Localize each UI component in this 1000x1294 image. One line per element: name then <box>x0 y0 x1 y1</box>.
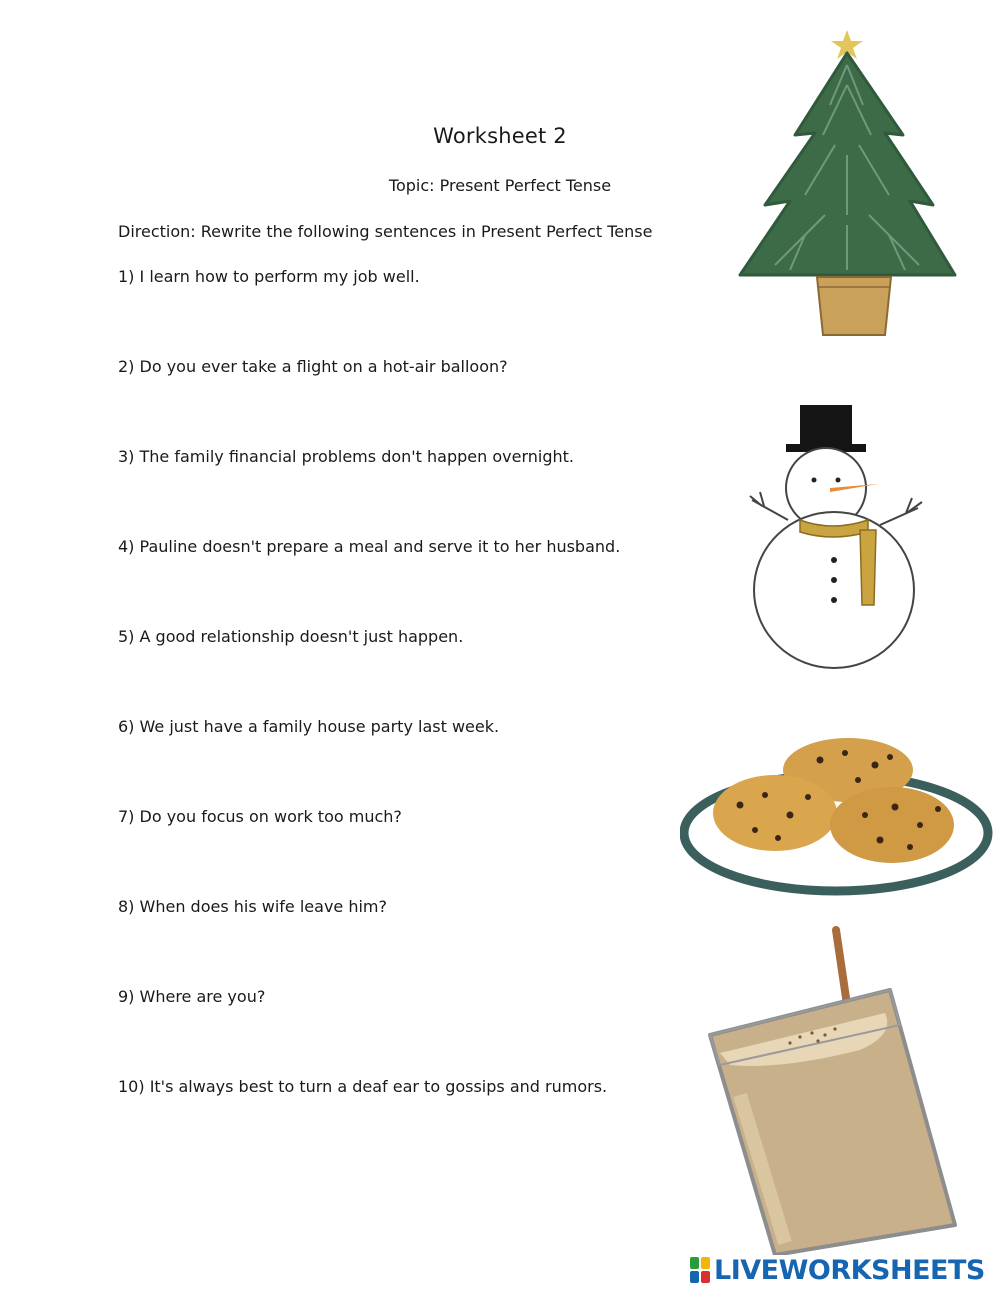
question-7: 7) Do you focus on work too much? <box>118 807 402 826</box>
worksheet-direction: Direction: Rewrite the following sentences in Present Perfect Tense <box>118 222 653 241</box>
question-5: 5) A good relationship doesn't just happen. <box>118 627 464 646</box>
worksheet-title: Worksheet 2 <box>433 124 567 148</box>
answer-input-3[interactable] <box>118 480 662 512</box>
liveworksheets-badge-icon <box>690 1257 710 1283</box>
question-1: 1) I learn how to perform my job well. <box>118 267 420 286</box>
answer-input-1[interactable] <box>118 300 662 332</box>
liveworksheets-wordmark: LIVEWORKSHEETS <box>714 1254 985 1286</box>
question-6: 6) We just have a family house party last week. <box>118 717 500 736</box>
liveworksheets-logo <box>690 1254 985 1286</box>
answer-input-2[interactable] <box>118 390 662 422</box>
answer-input-6[interactable] <box>118 750 662 782</box>
question-10: 10) It's always best to turn a deaf ear to gossips and rumors. <box>118 1077 608 1096</box>
question-4: 4) Pauline doesn't prepare a meal and serve it to her husband. <box>118 537 621 556</box>
answer-input-5[interactable] <box>118 660 662 692</box>
worksheet-topic: Topic: Present Perfect Tense <box>388 176 612 195</box>
christmas-tree-icon <box>735 25 965 345</box>
answer-input-4[interactable] <box>118 570 662 602</box>
answer-input-8[interactable] <box>118 930 662 962</box>
question-8: 8) When does his wife leave him? <box>118 897 388 916</box>
answer-input-10[interactable] <box>118 1110 662 1142</box>
question-2: 2) Do you ever take a flight on a hot-air balloon? <box>118 357 508 376</box>
question-9: 9) Where are you? <box>118 987 266 1006</box>
question-3: 3) The family financial problems don't happen overnight. <box>118 447 574 466</box>
answer-input-9[interactable] <box>118 1020 662 1052</box>
eggnog-glass-icon <box>700 925 970 1255</box>
answer-input-7[interactable] <box>118 840 662 872</box>
cookies-plate-icon <box>680 735 995 905</box>
snowman-icon <box>740 400 940 675</box>
